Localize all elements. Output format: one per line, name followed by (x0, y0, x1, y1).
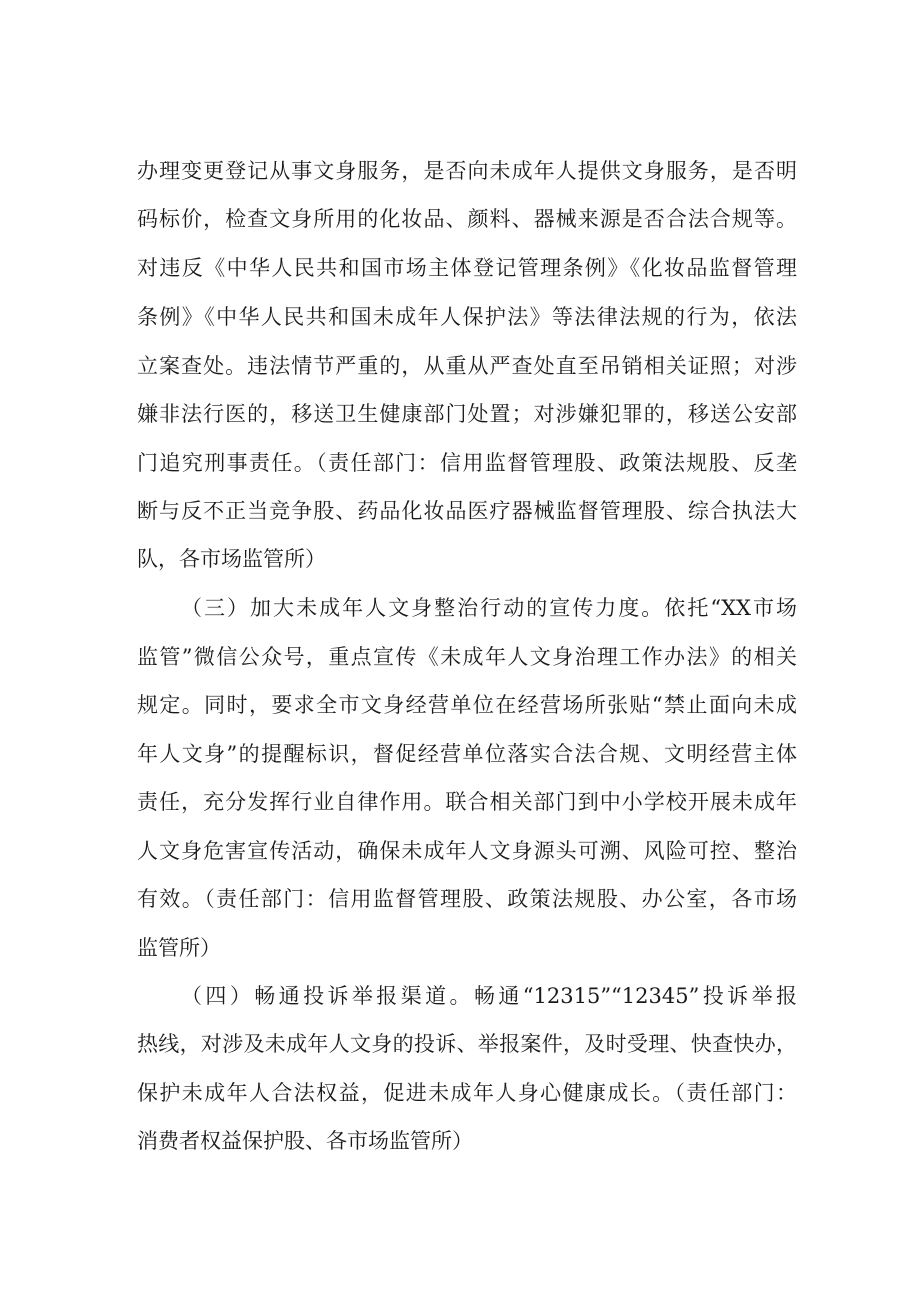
paragraph-1-line-4: 条例》《中华人民共和国未成年人保护法》等法律法规的行为，依法 (137, 305, 797, 329)
paragraph-1-line-2: 码标价，检查文身所用的化妆品、颜料、器械来源是否合法合规等。 (137, 207, 797, 231)
paragraph-1-line-7: 门追究刑事责任。（责任部门：信用监督管理股、政策法规股、反垄 (137, 451, 797, 475)
paragraph-2-line-7: 有效。（责任部门：信用监督管理股、政策法规股、办公室，各市场 (137, 887, 797, 911)
paragraph-1-line-1: 办理变更登记从事文身服务，是否向未成年人提供文身服务，是否明 (137, 159, 797, 183)
paragraph-2-line-4: 年人文身”的提醒标识，督促经营单位落实合法合规、文明经营主体 (137, 742, 797, 766)
paragraph-3-line-4: 消费者权益保护股、各市场监管所） (137, 1129, 473, 1153)
paragraph-3-line-1: （四）畅通投诉举报渠道。畅通“12315”“12345”投诉举报 (181, 984, 797, 1008)
paragraph-3-line-3: 保护未成年人合法权益，促进未成年人身心健康成长。（责任部门： (137, 1081, 797, 1105)
paragraph-1-line-8: 断与反不正当竞争股、药品化妆品医疗器械监督管理股、综合执法大 (137, 499, 797, 523)
paragraph-1-line-3: 对违反《中华人民共和国市场主体登记管理条例》《化妆品监督管理 (137, 256, 797, 280)
paragraph-2-line-1: （三）加大未成年人文身整治行动的宣传力度。依托“XX市场 (181, 596, 797, 620)
paragraph-2-line-5: 责任，充分发挥行业自律作用。联合相关部门到中小学校开展未成年 (137, 790, 797, 814)
paragraph-2-line-2: 监管”微信公众号，重点宣传《未成年人文身治理工作办法》的相关 (137, 645, 797, 669)
paragraph-1-line-5: 立案查处。违法情节严重的，从重从严查处直至吊销相关证照；对涉 (137, 354, 797, 378)
paragraph-2-line-3: 规定。同时，要求全市文身经营单位在经营场所张贴“禁止面向未成 (137, 693, 797, 717)
paragraph-3-line-2: 热线，对涉及未成年人文身的投诉、举报案件，及时受理、快查快办， (137, 1032, 797, 1056)
paragraph-2-line-8: 监管所） (137, 936, 221, 960)
paragraph-1-line-9: 队，各市场监管所） (137, 547, 326, 571)
paragraph-1-line-6: 嫌非法行医的，移送卫生健康部门处置；对涉嫌犯罪的，移送公安部 (137, 402, 797, 426)
paragraph-2-line-6: 人文身危害宣传活动，确保未成年人文身源头可溯、风险可控、整治 (137, 839, 797, 863)
